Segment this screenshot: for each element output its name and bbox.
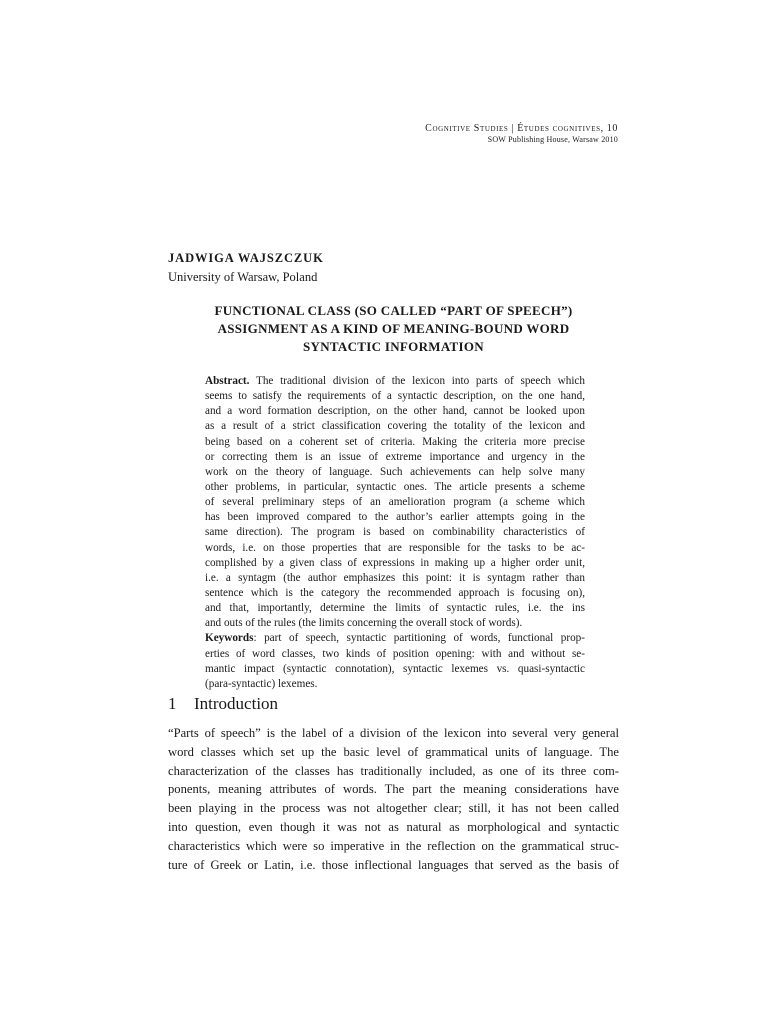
body-line: characteristics which were so imperative in the reflection on the grammatical struc- [168, 838, 619, 853]
abstract-line: work on the theory of language. Such achievements can help solve many [205, 465, 585, 478]
section-number: 1 [168, 694, 177, 713]
paper-title [168, 302, 619, 356]
abstract-line: of several preliminary steps of an amelioration program (a scheme which [205, 496, 585, 509]
abstract-text: The traditional division of the lexicon into parts of speech which [255, 375, 585, 387]
body-line: word classes which set up the basic level of grammatical units of language. The [168, 744, 619, 759]
body-paragraph [168, 724, 619, 874]
abstract-block [205, 374, 585, 692]
abstract-line: and that, importantly, determine the limits of syntactic rules, i.e. the ins [205, 602, 585, 615]
body-line: into question, even though it was not as natural as morphological and syntactic [168, 819, 619, 834]
abstract-line: seems to satisfy the requirements of a syntactic description, on the one hand, [205, 390, 585, 403]
publisher-line: SOW Publishing House, Warsaw 2010 [487, 135, 618, 144]
section-title: Introduction [194, 694, 279, 713]
abstract-line: and a word formation description, on the other hand, cannot be looked upon [205, 405, 585, 418]
body-line: “Parts of speech” is the label of a division of the lexicon into several very general [168, 726, 619, 740]
title-line: SYNTACTIC INFORMATION [303, 339, 484, 354]
keywords-line [205, 631, 585, 646]
body-line: characterization of the classes has traditionally included, as one of its three com- [168, 763, 619, 778]
title-line: ASSIGNMENT AS A KIND OF MEANING-BOUND WORD [217, 321, 570, 336]
author-affiliation: University of Warsaw, Poland [168, 270, 318, 284]
abstract-line: has been improved compared to the author’s earlier attempts going in the [205, 511, 585, 524]
title-line: FUNCTIONAL CLASS (SO CALLED “PART OF SPEECH”) [214, 303, 573, 318]
abstract-line: words, i.e. on those properties that are responsible for the tasks to be ac- [205, 541, 585, 554]
keywords-line: erties of word classes, two kinds of position opening: with and without se- [205, 647, 585, 660]
section-heading [168, 694, 278, 714]
abstract-line: sentence which is the category the recommended approach is focusing on), [205, 586, 585, 599]
keywords-label: Keywords [205, 632, 254, 645]
abstract-line: i.e. a syntagm (the author emphasizes this point: it is syntagm rather than [205, 571, 585, 584]
body-line: been playing in the process was not altogether clear; still, it has not been called [168, 801, 619, 816]
abstract-line: and outs of the rules (the limits concerning the overall stock of words). [205, 617, 523, 630]
abstract-line: other problems, in particular, syntactic ones. The article presents a scheme [205, 480, 585, 493]
author-name: JADWIGA WAJSZCZUK [168, 251, 324, 265]
body-line: ture of Greek or Latin, i.e. those inflectional languages that served as the basis of [168, 857, 619, 872]
body-line: ponents, meaning attributes of words. The part the meaning considerations have [168, 782, 619, 797]
abstract-line: complished by a given class of expressions in making up a higher order unit, [205, 556, 585, 569]
journal-title: Cognitive Studies | Études cognitives, 10 [425, 123, 618, 134]
abstract-line [205, 374, 585, 389]
abstract-label: Abstract. [205, 375, 250, 387]
keywords-text: : part of speech, syntactic partitioning of words, functional prop- [253, 632, 585, 645]
keywords-line: mantic impact (syntactic connotation), syntactic lexemes vs. quasi-syntactic [205, 662, 585, 675]
abstract-line: as a result of a strict classification covering the totality of the lexicon and [205, 420, 585, 433]
abstract-line: being based on a coherent set of criteria. Making the criteria more precise [205, 435, 585, 448]
abstract-line: same direction). The program is based on combinability characteristics of [205, 526, 585, 539]
running-head [425, 123, 618, 145]
abstract-line: or correcting them is an issue of extreme importance and urgency in the [205, 450, 585, 463]
keywords-line: (para-syntactic) lexemes. [205, 677, 318, 690]
